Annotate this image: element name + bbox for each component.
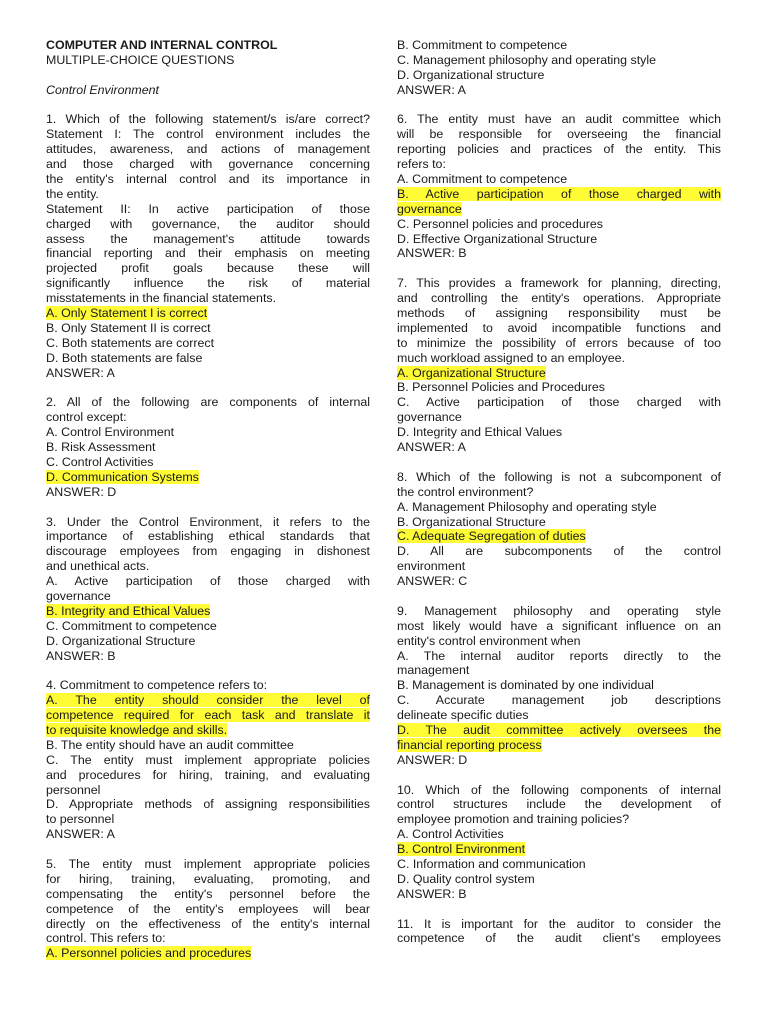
line-text: will be responsible for overseeing the financial bbox=[397, 127, 721, 142]
text-line bbox=[46, 306, 370, 321]
line-text: refers to: bbox=[397, 157, 446, 172]
text-line bbox=[397, 842, 721, 857]
line-text: and procedures for hiring, training, and evaluating bbox=[46, 767, 370, 782]
line-text: A. Control Environment bbox=[46, 425, 175, 440]
highlighted-answer: D. Communication Systems bbox=[46, 469, 199, 484]
text-line bbox=[46, 455, 370, 470]
text-line bbox=[397, 366, 721, 381]
text-line bbox=[397, 246, 721, 261]
text-line bbox=[46, 589, 370, 604]
text-line bbox=[46, 395, 370, 410]
text-line bbox=[46, 783, 370, 798]
text-line bbox=[46, 291, 370, 306]
line-text: delineate specific duties bbox=[397, 708, 529, 723]
line-text: 11. It is important for the auditor to consider the bbox=[397, 916, 721, 931]
line-text: governance bbox=[46, 588, 111, 603]
line-text: the entity's internal control and its importance in bbox=[46, 172, 370, 187]
line-text: environment bbox=[397, 559, 466, 574]
line-text: C. Accurate management job descriptions bbox=[397, 693, 721, 708]
text-line bbox=[397, 708, 721, 723]
line-text: A. The internal auditor reports directly to the bbox=[397, 648, 721, 663]
text-line bbox=[397, 797, 721, 812]
text-line bbox=[397, 738, 721, 753]
line-text: A. Control Activities bbox=[397, 827, 504, 842]
highlighted-answer: A. Only Statement I is correct bbox=[46, 306, 208, 321]
text-line bbox=[46, 83, 370, 98]
line-text: and unethical acts. bbox=[46, 559, 150, 574]
text-line bbox=[397, 202, 721, 217]
text-line bbox=[46, 857, 370, 872]
text-line bbox=[397, 783, 721, 798]
line-text: D. Organizational structure bbox=[397, 67, 545, 82]
text-line bbox=[397, 172, 721, 187]
line-text: to personnel bbox=[46, 812, 115, 827]
line-text: C. Management philosophy and operating style bbox=[397, 52, 656, 67]
text-line bbox=[46, 217, 370, 232]
line-text: 9. Management philosophy and operating style bbox=[397, 603, 721, 618]
text-line bbox=[46, 321, 370, 336]
text-line bbox=[46, 202, 370, 217]
line-text: B. Organizational Structure bbox=[397, 514, 546, 529]
line-text: 2. All of the following are components of internal bbox=[46, 395, 370, 410]
text-line bbox=[46, 261, 370, 276]
blank-line bbox=[397, 98, 721, 113]
line-text: C. The entity must implement appropriate policies bbox=[46, 752, 370, 767]
line-text: projected profit goals because these will bbox=[46, 261, 370, 276]
line-text: ANSWER: D bbox=[46, 484, 117, 499]
line-text: MULTIPLE-CHOICE QUESTIONS bbox=[46, 52, 235, 67]
blank-line bbox=[397, 902, 721, 917]
text-line bbox=[46, 515, 370, 530]
text-line bbox=[46, 410, 370, 425]
right-column bbox=[397, 38, 721, 946]
text-line bbox=[397, 529, 721, 544]
text-line bbox=[397, 440, 721, 455]
text-line bbox=[397, 753, 721, 768]
line-text: B. Risk Assessment bbox=[46, 440, 156, 455]
text-line bbox=[46, 797, 370, 812]
line-text: B. Personnel Policies and Procedures bbox=[397, 380, 606, 395]
blank-line bbox=[397, 261, 721, 276]
highlighted-answer: B. Control Environment bbox=[397, 842, 526, 857]
text-line bbox=[397, 559, 721, 574]
line-text: 8. Which of the following is not a subcomponent of bbox=[397, 469, 721, 484]
text-line bbox=[397, 232, 721, 247]
line-text: C. Active participation of those charged with bbox=[397, 395, 721, 410]
line-text: C. Both statements are correct bbox=[46, 335, 215, 350]
blank-line bbox=[397, 589, 721, 604]
line-text: personnel bbox=[46, 782, 101, 797]
line-text: the control environment? bbox=[397, 484, 534, 499]
text-line bbox=[46, 693, 370, 708]
text-line bbox=[397, 83, 721, 98]
text-line bbox=[397, 500, 721, 515]
line-text: D. Integrity and Ethical Values bbox=[397, 425, 563, 440]
text-line bbox=[46, 574, 370, 589]
line-text: governance bbox=[397, 410, 462, 425]
line-text: control. This refers to: bbox=[46, 931, 166, 946]
blank-line bbox=[397, 455, 721, 470]
blank-line bbox=[397, 768, 721, 783]
text-line bbox=[397, 306, 721, 321]
text-line bbox=[397, 53, 721, 68]
text-line bbox=[46, 917, 370, 932]
text-line bbox=[397, 931, 721, 946]
text-line bbox=[46, 604, 370, 619]
text-line bbox=[46, 649, 370, 664]
text-line bbox=[397, 678, 721, 693]
text-line bbox=[46, 425, 370, 440]
text-line bbox=[397, 619, 721, 634]
line-text: D. Quality control system bbox=[397, 871, 535, 886]
line-text: C. Information and communication bbox=[397, 856, 586, 871]
line-text: competence of the entity's employees will bear bbox=[46, 901, 370, 916]
text-line bbox=[397, 723, 721, 738]
text-line bbox=[397, 127, 721, 142]
highlighted-answer: governance bbox=[397, 201, 462, 216]
text-line bbox=[46, 529, 370, 544]
text-line bbox=[397, 872, 721, 887]
text-line bbox=[397, 276, 721, 291]
text-line bbox=[397, 515, 721, 530]
line-text: D. Appropriate methods of assigning responsibilities bbox=[46, 797, 370, 812]
line-text: and those charged with governance concerning bbox=[46, 157, 370, 172]
line-text: D. Both statements are false bbox=[46, 350, 203, 365]
text-line bbox=[46, 768, 370, 783]
line-text: Control Environment bbox=[46, 82, 159, 97]
text-line bbox=[46, 246, 370, 261]
text-line bbox=[397, 336, 721, 351]
text-line bbox=[397, 321, 721, 336]
left-column bbox=[46, 38, 370, 961]
line-text: 3. Under the Control Environment, it refers to the bbox=[46, 514, 370, 529]
line-text: control structures include the development of bbox=[397, 797, 721, 812]
text-line bbox=[397, 634, 721, 649]
line-text: ANSWER: D bbox=[397, 752, 468, 767]
text-line bbox=[46, 812, 370, 827]
line-text: charged with governance, the auditor should bbox=[46, 216, 370, 231]
text-line bbox=[397, 693, 721, 708]
text-line bbox=[46, 187, 370, 202]
highlighted-answer: A. The entity should consider the level of bbox=[46, 693, 370, 708]
text-line bbox=[397, 351, 721, 366]
line-text: most likely would have a significant influence on an bbox=[397, 618, 721, 633]
line-text: B. The entity should have an audit committee bbox=[46, 737, 294, 752]
line-text: C. Control Activities bbox=[46, 454, 154, 469]
text-line bbox=[397, 604, 721, 619]
line-text: A. Management Philosophy and operating style bbox=[397, 499, 657, 514]
highlighted-answer: to requisite knowledge and skills. bbox=[46, 722, 228, 737]
text-line bbox=[397, 187, 721, 202]
text-line bbox=[397, 68, 721, 83]
line-text: methods of assigning responsibility must be bbox=[397, 306, 721, 321]
text-line bbox=[397, 38, 721, 53]
line-text: ANSWER: B bbox=[46, 648, 116, 663]
text-line bbox=[46, 887, 370, 902]
line-text: C. Commitment to competence bbox=[46, 618, 217, 633]
text-line bbox=[46, 634, 370, 649]
line-text: ANSWER: C bbox=[397, 574, 468, 589]
text-line bbox=[397, 485, 721, 500]
blank-line bbox=[46, 98, 370, 113]
blank-line bbox=[46, 842, 370, 857]
highlighted-answer: competence required for each task and translate it bbox=[46, 708, 370, 723]
highlighted-answer: D. The audit committee actively oversees the bbox=[397, 722, 721, 737]
text-line bbox=[397, 395, 721, 410]
line-text: reporting policies and practices of the entity. This bbox=[397, 142, 721, 157]
line-text: 5. The entity must implement appropriate policies bbox=[46, 856, 370, 871]
line-text: implemented to avoid incompatible functions and bbox=[397, 320, 721, 335]
text-line bbox=[46, 470, 370, 485]
line-text: employee promotion and training policies? bbox=[397, 812, 630, 827]
line-text: B. Only Statement II is correct bbox=[46, 320, 211, 335]
text-line bbox=[46, 738, 370, 753]
line-text: competence of the audit client's employees bbox=[397, 931, 721, 946]
line-text: compensating the entity's personnel before the bbox=[46, 886, 370, 901]
line-text: control except: bbox=[46, 410, 127, 425]
text-line bbox=[46, 708, 370, 723]
line-text: directly on the effectiveness of the entity's internal bbox=[46, 916, 370, 931]
text-line bbox=[46, 336, 370, 351]
line-text: ANSWER: A bbox=[397, 440, 466, 455]
line-text: assess the management's attitude towards bbox=[46, 231, 370, 246]
text-line bbox=[46, 172, 370, 187]
highlighted-answer: B. Active participation of those charged with bbox=[397, 186, 721, 201]
text-line bbox=[46, 366, 370, 381]
highlighted-answer: A. Organizational Structure bbox=[397, 365, 546, 380]
text-line bbox=[397, 157, 721, 172]
text-line bbox=[397, 663, 721, 678]
line-text: and controlling the entity's operations. Appropriate bbox=[397, 291, 721, 306]
line-text: 6. The entity must have an audit committee which bbox=[397, 112, 721, 127]
text-line bbox=[46, 544, 370, 559]
text-line bbox=[46, 678, 370, 693]
line-text: B. Commitment to competence bbox=[397, 38, 568, 52]
line-text: management bbox=[397, 663, 470, 678]
highlighted-answer: A. Personnel policies and procedures bbox=[46, 946, 252, 961]
text-line bbox=[397, 544, 721, 559]
text-line bbox=[46, 276, 370, 291]
text-line bbox=[46, 559, 370, 574]
text-line bbox=[397, 812, 721, 827]
line-text: D. All are subcomponents of the control bbox=[397, 544, 721, 559]
text-line bbox=[46, 827, 370, 842]
text-line bbox=[46, 127, 370, 142]
line-text: entity's control environment when bbox=[397, 633, 581, 648]
line-text: 1. Which of the following statement/s is/are correct? bbox=[46, 112, 370, 127]
text-line bbox=[46, 723, 370, 738]
text-line bbox=[46, 619, 370, 634]
line-text: financial reporting and their emphasis on meeting bbox=[46, 246, 370, 261]
text-line bbox=[397, 425, 721, 440]
blank-line bbox=[46, 380, 370, 395]
line-text: ANSWER: A bbox=[46, 827, 115, 842]
text-line bbox=[397, 217, 721, 232]
text-line bbox=[397, 574, 721, 589]
text-line bbox=[397, 649, 721, 664]
line-text: Statement I: The control environment includes the bbox=[46, 127, 370, 142]
text-line bbox=[46, 351, 370, 366]
text-line bbox=[46, 38, 370, 53]
text-line bbox=[46, 872, 370, 887]
text-line bbox=[46, 142, 370, 157]
line-text: ANSWER: A bbox=[397, 82, 466, 97]
text-line bbox=[397, 827, 721, 842]
line-text: 4. Commitment to competence refers to: bbox=[46, 678, 268, 693]
blank-line bbox=[46, 68, 370, 83]
line-text: 10. Which of the following components of internal bbox=[397, 782, 721, 797]
text-line bbox=[397, 857, 721, 872]
line-text: for hiring, training, evaluating, promoting, and bbox=[46, 871, 370, 886]
line-text: D. Organizational Structure bbox=[46, 633, 196, 648]
text-line bbox=[46, 753, 370, 768]
line-text: ANSWER: B bbox=[397, 886, 467, 901]
text-line bbox=[46, 232, 370, 247]
text-line bbox=[397, 917, 721, 932]
line-text: to minimize the possibility of errors because of too bbox=[397, 335, 721, 350]
line-text: misstatements in the financial statements. bbox=[46, 291, 277, 306]
text-line bbox=[46, 157, 370, 172]
line-text: C. Personnel policies and procedures bbox=[397, 216, 603, 231]
text-line bbox=[397, 887, 721, 902]
line-text: the entity. bbox=[46, 186, 99, 201]
line-text: A. Active participation of those charged with bbox=[46, 574, 370, 589]
text-line bbox=[46, 440, 370, 455]
line-text: Statement II: In active participation of those bbox=[46, 201, 370, 216]
text-line bbox=[46, 53, 370, 68]
highlighted-answer: B. Integrity and Ethical Values bbox=[46, 603, 211, 618]
text-line bbox=[397, 380, 721, 395]
line-text: D. Effective Organizational Structure bbox=[397, 231, 598, 246]
line-text: attitudes, awareness, and actions of management bbox=[46, 142, 370, 157]
line-text: A. Commitment to competence bbox=[397, 172, 568, 187]
line-text: COMPUTER AND INTERNAL CONTROL bbox=[46, 38, 278, 52]
line-text: ANSWER: A bbox=[46, 365, 115, 380]
highlighted-answer: C. Adequate Segregation of duties bbox=[397, 529, 586, 544]
text-line bbox=[46, 931, 370, 946]
line-text: significantly influence the risk of material bbox=[46, 276, 370, 291]
highlighted-answer: financial reporting process bbox=[397, 737, 542, 752]
text-line bbox=[46, 485, 370, 500]
text-line bbox=[46, 112, 370, 127]
line-text: ANSWER: B bbox=[397, 246, 467, 261]
line-text: importance of establishing ethical standards that bbox=[46, 529, 370, 544]
line-text: discourage employees from engaging in dishonest bbox=[46, 544, 370, 559]
text-line bbox=[397, 112, 721, 127]
line-text: much workload assigned to an employee. bbox=[397, 350, 625, 365]
text-line bbox=[46, 902, 370, 917]
text-line bbox=[397, 291, 721, 306]
blank-line bbox=[46, 500, 370, 515]
line-text: B. Management is dominated by one individual bbox=[397, 678, 654, 693]
text-line bbox=[397, 410, 721, 425]
blank-line bbox=[46, 663, 370, 678]
text-line bbox=[397, 142, 721, 157]
text-line bbox=[397, 470, 721, 485]
line-text: 7. This provides a framework for planning, directing, bbox=[397, 276, 721, 291]
text-line bbox=[46, 946, 370, 961]
